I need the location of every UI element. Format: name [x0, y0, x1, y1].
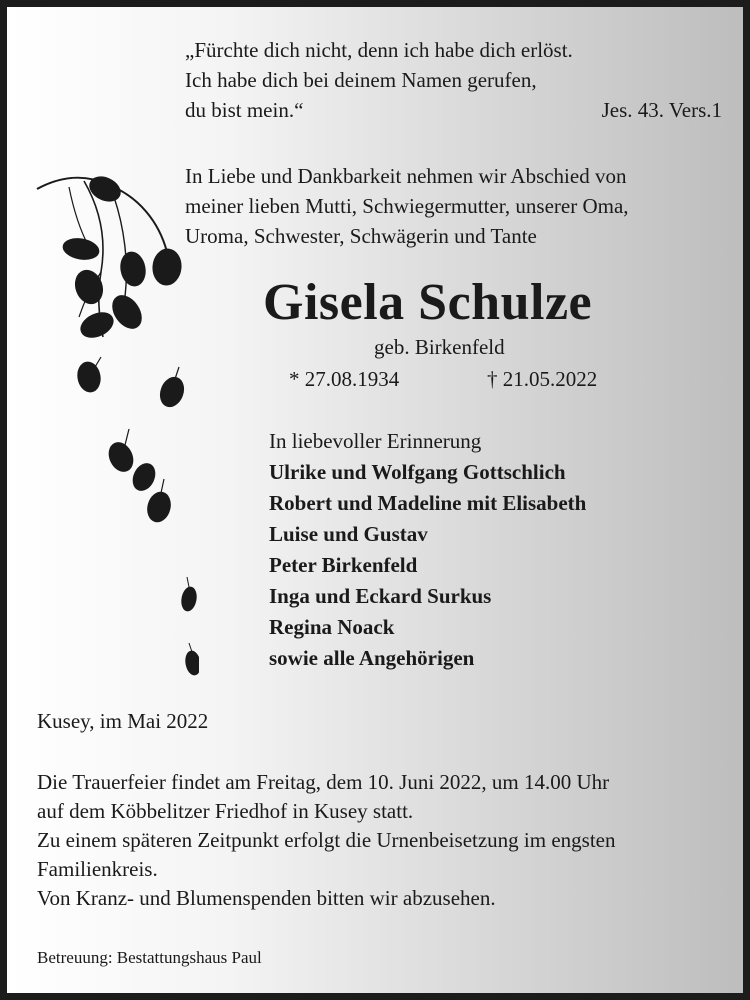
farewell-intro [185, 161, 629, 251]
mourner-name: Robert und Madeline mit Elisabeth [269, 491, 587, 515]
funeral-home: Betreuung: Bestattungshaus Paul [37, 948, 262, 967]
info-line: auf dem Köbbelitzer Friedhof in Kusey statt. [37, 799, 414, 823]
maiden-name: geb. Birkenfeld [374, 335, 505, 359]
verse-reference: Jes. 43. Vers.1 [601, 98, 722, 122]
mourner-name: Regina Noack [269, 615, 395, 639]
mourners-list [269, 457, 586, 674]
place-date: Kusey, im Mai 2022 [37, 709, 209, 733]
info-line: Zu einem späteren Zeitpunkt erfolgt die Urnenbeisetzung im engsten [37, 828, 616, 852]
birch-branch-icon [29, 167, 199, 707]
mourner-name: Ulrike und Wolfgang Gottschlich [269, 460, 566, 484]
mourner-name: Peter Birkenfeld [269, 553, 418, 577]
mourner-name: Inga und Eckard Surkus [269, 584, 492, 608]
mourners-intro: In liebevoller Erinnerung [269, 429, 482, 453]
info-line: Von Kranz- und Blumenspenden bitten wir abzusehen. [37, 886, 496, 910]
info-line: Familienkreis. [37, 857, 158, 881]
intro-line: Uroma, Schwester, Schwägerin und Tante [185, 224, 537, 248]
verse-line: „Fürchte dich nicht, denn ich habe dich erlöst. [185, 38, 573, 62]
intro-line: meiner lieben Mutti, Schwiegermutter, unserer Oma, [185, 194, 629, 218]
death-date: † 21.05.2022 [487, 367, 598, 391]
funeral-info [37, 768, 615, 913]
verse-line: du bist mein.“ [185, 98, 304, 122]
birth-date: * 27.08.1934 [289, 367, 400, 391]
intro-line: In Liebe und Dankbarkeit nehmen wir Abschied von [185, 164, 627, 188]
deceased-name: Gisela Schulze [263, 274, 593, 331]
mourner-name: sowie alle Angehörigen [269, 646, 475, 670]
verse-line: Ich habe dich bei deinem Namen gerufen, [185, 68, 537, 92]
mourner-name: Luise und Gustav [269, 522, 428, 546]
info-line: Die Trauerfeier findet am Freitag, dem 10. Juni 2022, um 14.00 Uhr [37, 770, 610, 794]
bible-verse [185, 35, 725, 125]
